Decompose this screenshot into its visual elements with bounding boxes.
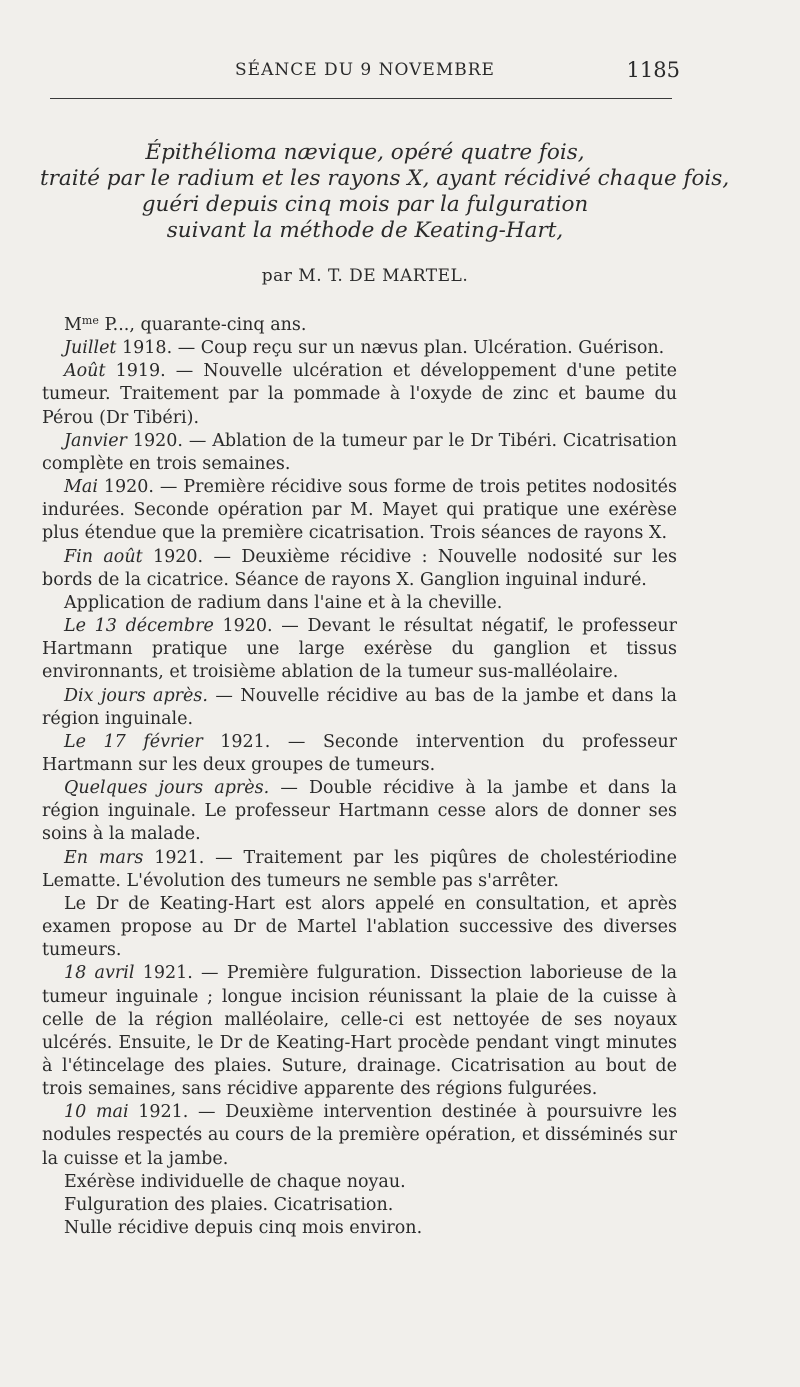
- paragraph-text: 1921. — Seconde intervention du professeur Hartmann sur les deux groupes de tumeurs.: [42, 731, 677, 775]
- paragraph: [42, 615, 677, 684]
- page-header: [50, 58, 680, 88]
- paragraph: [42, 430, 677, 476]
- paragraph: [42, 777, 677, 846]
- paragraph: [42, 592, 677, 615]
- paragraph: [42, 1101, 677, 1170]
- paragraph-text: 1921. — Traitement par les piqûres de cholestériodine Lematte. L'évolution des tumeurs ne semble pas s'arrêter.: [42, 847, 678, 891]
- paragraph: [42, 731, 677, 777]
- paragraph: [42, 1217, 677, 1240]
- title-line: traité par le radium et les rayons X, ayant récidivé chaque fois,: [40, 166, 730, 191]
- paragraph: [42, 847, 677, 893]
- paragraph-date: En mars: [64, 847, 144, 868]
- paragraph: [42, 337, 677, 360]
- paragraph: [42, 1171, 677, 1194]
- paragraph: [42, 360, 677, 429]
- paragraph: [42, 1194, 677, 1217]
- header-rule: [50, 98, 672, 99]
- paragraph: [42, 893, 677, 962]
- paragraph-text: Le Dr de Keating-Hart est alors appelé en consultation, et après examen propose au Dr de Martel l'ablation successive des diverses tumeurs.: [42, 893, 677, 961]
- paragraph-date: Fin août: [64, 546, 143, 567]
- paragraph-text: Fulguration des plaies. Cicatrisation.: [64, 1194, 394, 1215]
- paragraph-date: Janvier: [64, 430, 127, 451]
- paragraph-text: P..., quarante-cinq ans.: [98, 315, 307, 335]
- salutation-superscript: me: [81, 314, 99, 327]
- paragraph-date: Mai: [64, 477, 98, 498]
- paragraph: [42, 962, 677, 1101]
- title-line: guéri depuis cinq mois par la fulguration: [141, 192, 589, 217]
- paragraph-text: Application de radium dans l'aine et à la cheville.: [64, 592, 503, 613]
- paragraph-date: Dix jours après.: [64, 685, 208, 706]
- paragraph: [42, 546, 677, 592]
- title-line: Épithélioma nævique, opéré quatre fois,: [145, 140, 585, 165]
- paragraph-text: 1920. — Ablation de la tumeur par le Dr Tibéri. Cicatrisation complète en trois semaines.: [42, 430, 677, 474]
- paragraph-date: Août: [64, 361, 106, 382]
- paragraph-date: 10 mai: [64, 1102, 129, 1123]
- paragraph-text: Nulle récidive depuis cinq mois environ.: [64, 1218, 423, 1239]
- paragraph-text: — Double récidive à la jambe et dans la région inguinale. Le professeur Hartmann cesse alors de donner ses soins à la malade.: [42, 778, 677, 845]
- paragraph: [42, 476, 677, 545]
- paragraph-text: — Nouvelle récidive au bas de la jambe et dans la région inguinale.: [42, 685, 677, 729]
- paragraph-text: Exérèse individuelle de chaque noyau.: [64, 1171, 406, 1192]
- paragraph-text: 1921. — Deuxième intervention destinée à poursuivre les nodules respectés au cours de la première opération, et disséminés sur la cuisse et la jambe.: [42, 1102, 677, 1169]
- author-line: par M. T. DE MARTEL.: [261, 266, 469, 286]
- paragraph-text: 1920. — Première récidive sous forme de trois petites nodosités indurées. Seconde opération par M. Mayet qui pratique une exérèse plus étendue que la première cicatrisation. Trois séances de rayons X.: [42, 477, 677, 544]
- paragraph: [42, 314, 677, 337]
- paragraph-date: Le 13 décembre: [64, 616, 214, 637]
- paragraph-date: Quelques jours après.: [64, 778, 270, 799]
- paragraph-text: 1921. — Première fulguration. Dissection laborieuse de la tumeur inguinale ; longue incision réunissant la plaie de la cuisse à celle de la région malléolaire, celle-ci est nettoyée de ses noyaux ulcérés. Ensuite, le Dr de Keating-Hart procède pendant vingt minutes à l'étincelage des plaies. Suture, drainage. Cicatrisation au bout de trois semaines, sans récidive apparente des régions fulgurées.: [42, 963, 677, 1100]
- article-body: [42, 314, 677, 1240]
- paragraph-text: 1918. — Coup reçu sur un nævus plan. Ulcération. Guérison.: [116, 338, 665, 359]
- paragraph-date: Le 17 février: [64, 731, 203, 752]
- paragraph-text: 1920. — Deuxième récidive : Nouvelle nodosité sur les bords de la cicatrice. Séance de rayons X. Ganglion inguinal induré.: [42, 546, 677, 590]
- salutation: M: [64, 315, 82, 335]
- running-title: SÉANCE DU 9 NOVEMBRE: [235, 60, 495, 80]
- paragraph: [42, 685, 677, 731]
- paragraph-text: 1919. — Nouvelle ulcération et développement d'une petite tumeur. Traitement par la pommade à l'oxyde de zinc et baume du Pérou (Dr Tibéri).: [42, 361, 677, 428]
- page-number: 1185: [626, 58, 680, 82]
- title-line: suivant la méthode de Keating-Hart,: [166, 218, 564, 243]
- paragraph-date: Juillet: [64, 338, 117, 359]
- paragraph-text: 1920. — Devant le résultat négatif, le professeur Hartmann pratique une large exérèse du ganglion et tissus environnants, et troisième ablation de la tumeur sus-malléolaire.: [42, 616, 677, 683]
- article-title: [40, 140, 730, 244]
- paragraph-date: 18 avril: [64, 963, 135, 984]
